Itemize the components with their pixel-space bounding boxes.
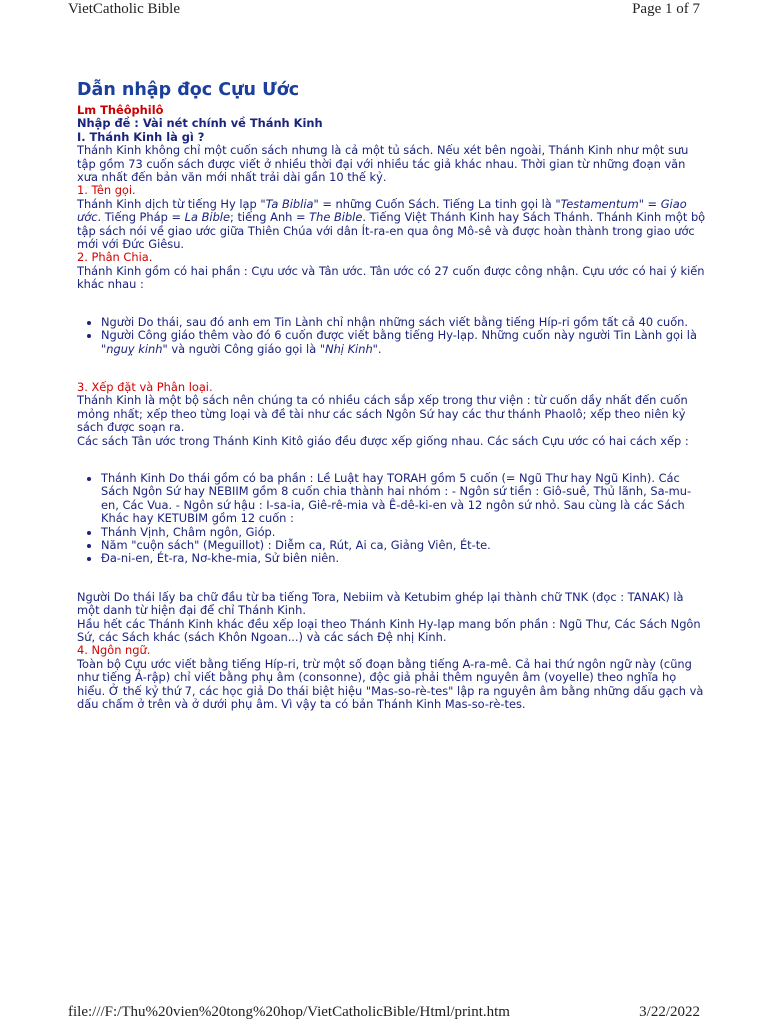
text-span: . Tiếng Việt Thánh Kinh hay Sách Thánh. Thánh Kinh một bộ tập sách nói về giao ước giữa Thiên Chúa với dân Ít-ra-en qua ông Mô-sê và được hoàn thành trong giao ước mới với Đức Giêsu. [77,210,706,252]
paragraph-6: Người Do thái lấy ba chữ đầu từ ba tiếng Tora, Nebiim và Ketubim ghép lại thành chữ TNK (đọc : TANAK) là một danh từ hiện đại để chỉ Thánh Kinh. [77,589,684,618]
file-path: file:///F:/Thu%20vien%20tong%20hop/VietCatholicBible/Html/print.htm [68,1004,510,1020]
term-testamentum: Testamentum [560,196,639,211]
term-la-bible: La Bible [184,210,230,225]
term-ta-biblia: Ta Biblia [265,196,314,211]
paragraph-1: Thánh Kinh không chỉ một cuốn sách nhưng là cả một tủ sách. Nếu xét bên ngoài, Thánh Kinh như một sưu tập gồm 73 cuốn sách được viết ở nhiều thời đại với nhiều tác giả khác nhau. Thời gian từ những đoạn văn xưa nhất đến bản văn mới nhất trải dài gần 10 thế kỷ. [77,143,689,185]
subheading-ten-goi: 1. Tên gọi. [77,183,136,198]
text-span: " và người Công giáo gọi là " [162,341,326,356]
text-span: . Tiếng Pháp = [97,210,185,225]
section-heading-1: I. Thánh Kinh là gì ? [77,129,205,144]
text-span: ; tiếng Anh = [229,210,310,225]
print-footer [0,1004,768,1024]
paragraph-4: Thánh Kinh là một bộ sách nên chúng ta có nhiều cách sắp xếp trong thư viện : từ cuốn dầy nhất đến cuốn mỏng nhất; xếp theo từng loại và đề tài như các sách Ngôn Sứ hay các thư thánh Phaolô; xếp theo niên kỷ sách được soạn ra. [77,393,688,435]
intro-heading: Nhập đề : Vài nét chính về Thánh Kinh [77,116,323,131]
text-span: " = những Cuốn Sách. Tiếng La tinh gọi là " [313,196,561,211]
list-item [101,329,707,356]
print-header [0,0,768,30]
list-arrangement [77,472,707,566]
author-line: Lm Thêôphilô [77,103,164,117]
list-item: • Đa-ni-en, Ét-ra, Nơ-khe-mia, Sử biên niên. [101,552,707,565]
text-span: Thánh Kinh dịch từ tiếng Hy lạp " [77,196,266,211]
page-number: Page 1 of 7 [632,1,700,17]
paragraph-3: Thánh Kinh gồm có hai phần : Cựu ước và Tân ước. Tân ước có 27 cuốn được công nhận. Cựu ước có hai ý kiến khác nhau : [77,263,705,292]
paragraph-2 [77,198,707,252]
term-the-bible: The Bible [309,210,363,225]
text-span: Người Công giáo thêm vào đó 6 cuốn được viết bằng tiếng Hy-lạp. Những cuốn này người Tin Lành gọi là " [101,328,697,356]
list-canon [77,316,707,356]
term-nhi-kinh: Nhị Kinh [325,341,373,356]
paragraph-5: Các sách Tân ước trong Thánh Kinh Kitô giáo đều được xếp giống nhau. Các sách Cựu ước có hai cách xếp : [77,433,689,448]
text-span: " = [638,196,661,211]
text-span: ". [372,341,382,356]
paragraph-8: Toàn bộ Cựu ước viết bằng tiếng Híp-ri, trừ một số đoạn bằng tiếng A-ra-mê. Cả hai thứ ngôn ngữ này (cũng như tiếng Ả-rập) chỉ viết bằng phụ âm (consonne), độc giả phải thêm nguyên âm (voyelle) theo nghĩa họ hiểu. Ở thế kỷ thứ 7, các học giả Do thái biệt hiệu "Mas-so-rè-tes" lập ra nguyên âm bằng những dấu gạch và dấu chấm ở trên và ở dưới phụ âm. Vì vậy ta có bản Thánh Kinh Mas-so-rè-tes. [77,656,704,712]
list-item: • Người Do thái, sau đó anh em Tin Lành chỉ nhận những sách viết bằng tiếng Híp-ri gồm tất cả 40 cuốn. [101,316,707,329]
subheading-ngon-ngu: 4. Ngôn ngữ. [77,643,151,658]
term-giao-uoc: Giao ước [77,196,687,225]
term-nguy-kinh: nguỵ kinh [106,341,163,356]
list-item: • Năm "cuộn sách" (Meguillot) : Diễm ca, Rút, Ai ca, Giảng Viên, Ét-te. [101,539,707,552]
subheading-xep-dat: 3. Xếp đặt và Phân loại. [77,379,213,394]
document-body [77,76,707,711]
list-item: • Thánh Vịnh, Châm ngôn, Gióp. [101,526,707,539]
print-date: 3/22/2022 [639,1004,700,1020]
document-title: Dẫn nhập đọc Cựu Ước [77,80,300,100]
paragraph-7: Hầu hết các Thánh Kinh khác đều xếp loại theo Thánh Kinh Hy-lạp mang bốn phần : Ngũ Thư, Các Sách Ngôn Sứ, các Sách khác (sách Khôn Ngoan...) và các sách Đệ nhị Kinh. [77,616,701,644]
list-item: • Thánh Kinh Do thái gồm có ba phần : Lề Luật hay TORAH gồm 5 cuốn (= Ngũ Thư hay Ngũ Kinh). Các Sách Ngôn Sứ hay NEBIIM gồm 8 cuốn chia thành hai nhóm : - Ngôn sứ tiền : Giô-suê, Thủ lãnh, Sa-mu-en, Các Vua. - Ngôn sứ hậu : I-sa-ia, Giê-rê-mia và Ê-dê-ki-en và 12 ngôn sứ nhỏ. Sau cùng là các Sách Khác hay KETUBIM gồm 12 cuốn : [101,472,707,526]
site-name: VietCatholic Bible [68,1,180,17]
subheading-phan-chia: 2. Phân Chia. [77,250,153,265]
